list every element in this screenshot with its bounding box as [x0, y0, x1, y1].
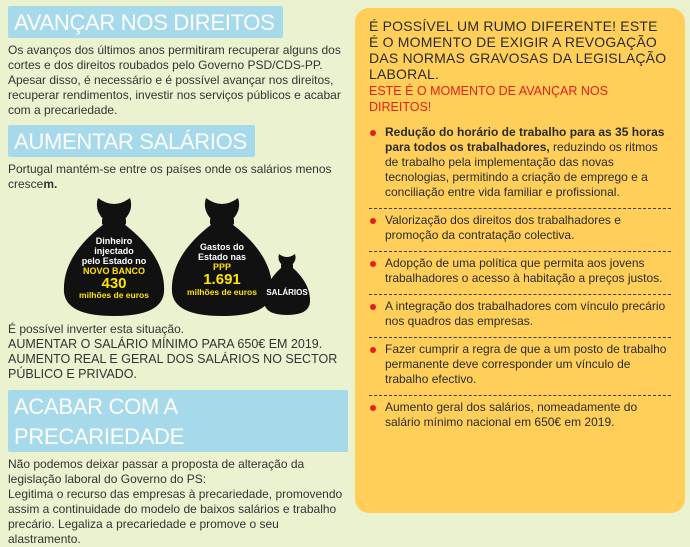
- section-precariedade: [8, 390, 348, 547]
- section-body-precariedade-2: Legitima o recurso das empresas à precariedade, promovendo assim a continuidade do modelo de baixos salários e trabalho precário. Legaliza a precariedade e promove o seu alastramento.: [8, 487, 343, 546]
- bag1-line4: NOVO BANCO: [82, 266, 145, 276]
- section-body-salarios: [8, 162, 348, 192]
- bag1-unit: milhões de euros: [79, 290, 149, 300]
- demands-panel: [355, 8, 685, 513]
- section-body-avancar: Os avanços dos últimos anos permitiram recuperar alguns dos cortes e dos direitos roubados pelo Governo PSD/CDS-PP. Apesar disso, é necessário e é possível avançar nos direitos, recuperar rendimentos, investir nos serviços públicos e acabar com a precariedade.: [8, 43, 341, 117]
- bag2-unit: milhões de euros: [187, 287, 257, 297]
- bag2-line2: Estado nas: [197, 252, 246, 262]
- bullet-icon: [370, 347, 376, 353]
- bag1-text: [60, 236, 168, 300]
- item-text: Adopção de uma política que permita aos jovens trabalhadores o acesso à habitação a preços justos.: [385, 256, 663, 285]
- money-bag-novo-banco: [60, 196, 168, 318]
- bullet-icon: [370, 218, 376, 224]
- bag3-label: SALÁRIOS: [266, 288, 308, 297]
- salarios-text-b: m.: [43, 177, 58, 191]
- list-item: [369, 209, 671, 252]
- money-bag-salarios: [262, 252, 312, 316]
- bullet-icon: [370, 130, 376, 136]
- bag1-line2: injectado: [94, 246, 134, 256]
- list-item: [369, 338, 671, 396]
- list-item: [369, 252, 671, 295]
- money-bag-ppp: [168, 196, 276, 318]
- salarios-caps-2: AUMENTO REAL E GERAL DOS SALÁRIOS NO SECTOR PÚBLICO E PRIVADO.: [8, 352, 338, 381]
- item-text: Fazer cumprir a regra de que a um posto de trabalho permanente deve corresponder um vínculo de trabalho efectivo.: [385, 342, 667, 386]
- section-title-avancar: AVANÇAR NOS DIREITOS: [8, 6, 283, 38]
- item-bold: Redução do horário de trabalho para as 35 horas para todos os trabalhadores,: [385, 125, 665, 154]
- section-avancar: [8, 6, 348, 118]
- panel-intro-red: ESTE É O MOMENTO DE AVANÇAR NOS DIREITOS!: [369, 84, 608, 114]
- left-column: [8, 0, 348, 547]
- bullet-icon: [370, 304, 376, 310]
- bag2-line3: PPP: [212, 262, 231, 272]
- section-title-salarios: AUMENTAR SALÁRIOS: [8, 125, 255, 157]
- bag2-text: [168, 242, 276, 297]
- list-item: [369, 121, 671, 209]
- bullet-icon: [370, 261, 376, 267]
- item-text: reduzindo os ritmos de trabalho pela implementação das novas tecnologias, permitindo a criação de emprego e a conciliação entre vida familiar e profissional.: [385, 140, 658, 199]
- salarios-after: É possível inverter esta situação.: [8, 322, 185, 336]
- section-body-precariedade-1: Não podemos deixar passar a proposta de alteração da legislação laboral do Governo do PS:: [8, 457, 305, 486]
- bag2-value: 1.691: [203, 271, 241, 288]
- money-bags-infographic: [8, 196, 348, 320]
- bag1-line3: pelo Estado no: [81, 256, 147, 266]
- bag1-value: 430: [101, 275, 127, 292]
- section-title-precariedade: ACABAR COM A PRECARIEDADE: [8, 390, 348, 452]
- item-text: Aumento geral dos salários, nomeadamente do salário mínimo nacional em 650€ em 2019.: [385, 400, 638, 429]
- bag2-line1: Gastos do: [199, 242, 244, 252]
- demands-list: [369, 121, 671, 438]
- panel-intro: É POSSÍVEL UM RUMO DIFERENTE! ESTE É O MOMENTO DE EXIGIR A REVOGAÇÃO DAS NORMAS GRAVOSAS DA LEGISLAÇÃO LABORAL.: [369, 18, 667, 82]
- item-text: Valorização dos direitos dos trabalhadores e promoção da contratação colectiva.: [385, 213, 621, 242]
- salarios-caps-1: AUMENTAR O SALÁRIO MÍNIMO PARA 650€ EM 2019.: [8, 337, 323, 351]
- item-text: A integração dos trabalhadores com vínculo precário nos quadros das empresas.: [385, 299, 666, 328]
- section-salarios: [8, 125, 348, 382]
- bag1-line1: Dinheiro: [95, 236, 133, 246]
- list-item: [369, 295, 671, 338]
- list-item: [369, 396, 671, 438]
- money-bag-icon: [262, 252, 312, 316]
- salarios-text-a: Portugal mantém-se entre os países onde os salários menos cresce: [8, 162, 332, 191]
- bullet-icon: [370, 405, 376, 411]
